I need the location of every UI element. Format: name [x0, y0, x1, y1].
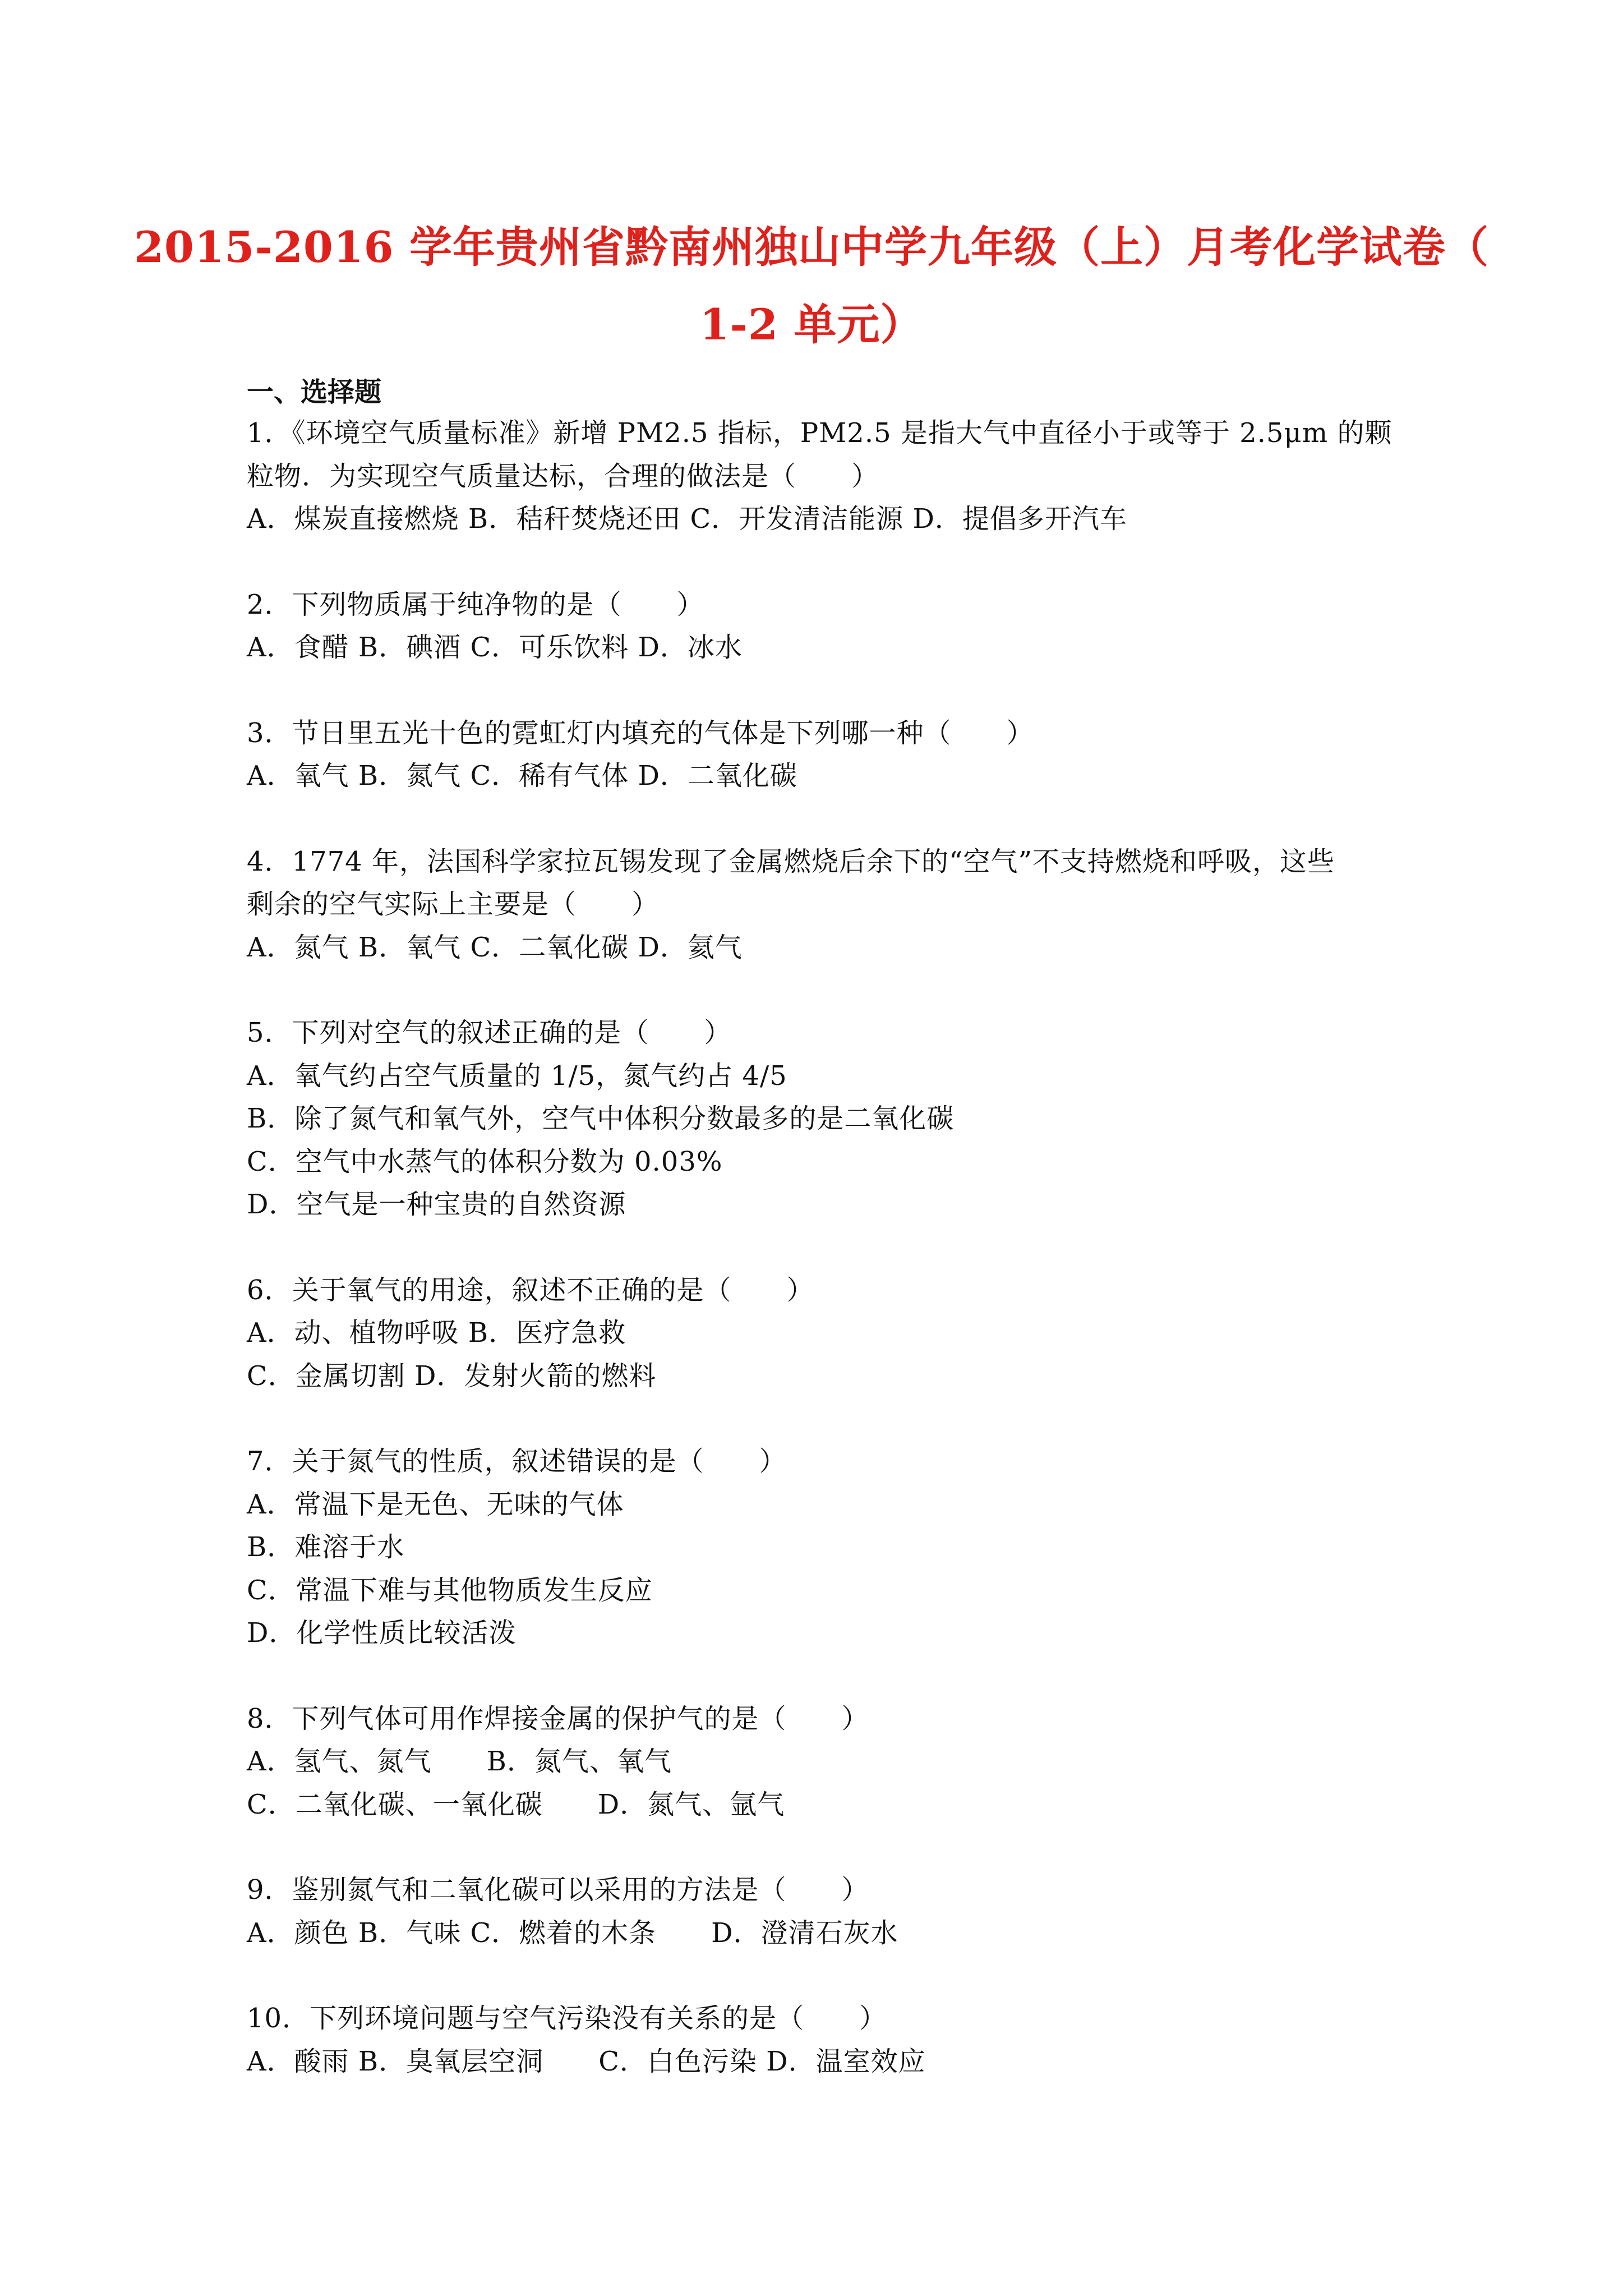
- exam-title-line-2: 1-2 单元）: [699, 300, 924, 349]
- question-options-line: A．氮气 B．氧气 C．二氧化碳 D．氦气: [247, 931, 743, 963]
- question-stem-line: 4．1774 年，法国科学家拉瓦锡发现了金属燃烧后余下的“空气”不支持燃烧和呼吸，这些: [247, 845, 1335, 877]
- question-9: [247, 1869, 1391, 1954]
- question-options-line: A．常温下是无色、无味的气体: [247, 1488, 624, 1520]
- question-options-line: D．化学性质比较活泼: [247, 1617, 517, 1649]
- question-options-line: B．除了氮气和氧气外，空气中体积分数最多的是二氧化碳: [247, 1103, 955, 1134]
- question-stem-line: 7．关于氮气的性质，叙述错误的是（ ）: [247, 1446, 787, 1477]
- question-stem-line: 2．下列物质属于纯净物的是（ ）: [247, 588, 704, 620]
- question-stem-line: 5．下列对空气的叙述正确的是（ ）: [247, 1017, 732, 1048]
- question-stem-line: 10．下列环境问题与空气污染没有关系的是（ ）: [247, 2003, 887, 2034]
- question-options-line: C．二氧化碳、一氧化碳 D．氮气、氩气: [247, 1788, 785, 1820]
- question-options-line: A．氧气约占空气质量的 1/5，氮气约占 4/5: [247, 1060, 787, 1092]
- question-stem-line: 1．《环境空气质量标准》新增 PM2.5 指标，PM2.5 是指大气中直径小于或等于 2.5μm 的颗: [247, 417, 1393, 449]
- question-options-line: A．食醋 B．碘酒 C．可乐饮料 D．冰水: [247, 632, 743, 663]
- question-options-line: A．氢气、氮气 B．氮气、氧气: [247, 1746, 672, 1777]
- question-4: [247, 840, 1391, 969]
- question-stem-line: 6．关于氧气的用途，叙述不正确的是（ ）: [247, 1274, 814, 1306]
- question-3: [247, 712, 1391, 798]
- question-stem-line: 9．鉴别氮气和二氧化碳可以采用的方法是（ ）: [247, 1874, 869, 1906]
- question-options-line: C．常温下难与其他物质发生反应: [247, 1574, 653, 1606]
- question-stem-line: 剩余的空气实际上主要是（ ）: [247, 889, 660, 920]
- question-options-line: D．空气是一种宝贵的自然资源: [247, 1189, 626, 1220]
- question-options-line: C．空气中水蒸气的体积分数为 0.03%: [247, 1145, 723, 1177]
- question-stem-line: 3．节日里五光十色的霓虹灯内填充的气体是下列哪一种（ ）: [247, 717, 1034, 749]
- question-options-line: A．动、植物呼吸 B．医疗急救: [247, 1317, 626, 1349]
- question-options-line: A．氧气 B．氮气 C．稀有气体 D．二氧化碳: [247, 760, 797, 792]
- question-1: [247, 412, 1391, 541]
- question-5: [247, 1011, 1391, 1226]
- question-options-line: B．难溶于水: [247, 1531, 405, 1563]
- question-2: [247, 583, 1391, 669]
- question-6: [247, 1269, 1391, 1398]
- exam-title-line-1: 2015-2016 学年贵州省黔南州独山中学九年级（上）月考化学试卷（: [133, 222, 1490, 272]
- question-options-line: A．颜色 B．气味 C．燃着的木条 D．澄清石灰水: [247, 1917, 898, 1949]
- question-10: [247, 1997, 1391, 2083]
- question-options-line: C．金属切割 D．发射火箭的燃料: [247, 1360, 657, 1392]
- question-options-line: A．酸雨 B．臭氧层空洞 C．白色污染 D．温室效应: [247, 2045, 926, 2077]
- question-stem-line: 8．下列气体可用作焊接金属的保护气的是（ ）: [247, 1703, 869, 1734]
- question-8: [247, 1697, 1391, 1826]
- question-7: [247, 1440, 1391, 1655]
- question-options-line: A．煤炭直接燃烧 B．秸秆焚烧还田 C．开发清洁能源 D．提倡多开汽车: [247, 503, 1127, 535]
- question-stem-line: 粒物．为实现空气质量达标，合理的做法是（ ）: [247, 460, 879, 492]
- section-heading: 一、选择题: [247, 376, 382, 408]
- question-list: [247, 412, 1391, 2125]
